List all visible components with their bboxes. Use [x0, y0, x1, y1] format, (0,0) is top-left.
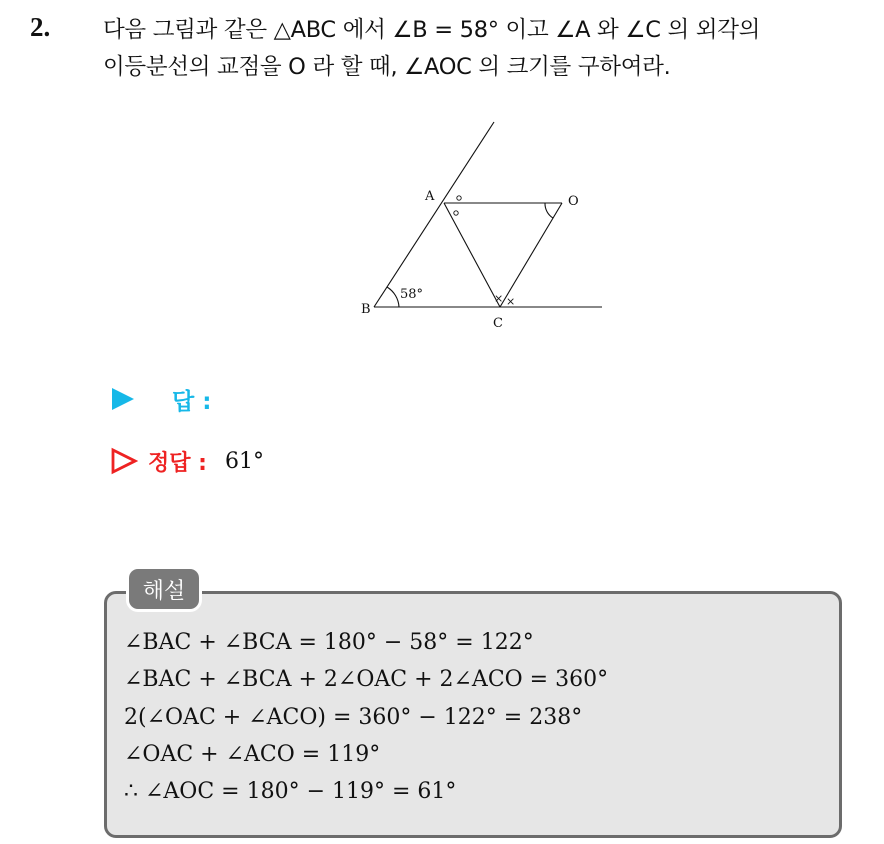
- question-number: 2.: [30, 12, 51, 42]
- segment-ac: [444, 203, 500, 307]
- correct-answer-label: 정답 :: [148, 450, 207, 476]
- explanation-line-2: ∠BAC + ∠BCA + 2∠OAC + 2∠ACO = 360°: [124, 667, 609, 693]
- answer-label: 답 :: [172, 388, 212, 415]
- correct-answer-value: 61°: [224, 448, 264, 474]
- line-ba-extended: [374, 122, 494, 307]
- explanation-line-1: ∠BAC + ∠BCA = 180° − 58° = 122°: [124, 630, 534, 655]
- explanation-tab: 해설: [129, 569, 199, 609]
- segment-co: [500, 203, 562, 307]
- answer-row: [110, 382, 423, 416]
- explanation-line-5: ∴ ∠AOC = 180° − 119° = 61°: [124, 779, 457, 805]
- answer-input[interactable]: [223, 385, 423, 413]
- angle-mark-a-inner: [454, 211, 458, 215]
- angle-arc-o: [545, 203, 553, 218]
- question-line-2: 이등분선의 교점을 O 라 할 때, ∠AOC 의 크기를 구하여라.: [103, 54, 671, 80]
- geometry-diagram: [355, 118, 610, 338]
- label-o: O: [568, 194, 579, 209]
- angle-b-value: 58°: [400, 287, 424, 302]
- angle-mark-c-inner: ×: [494, 292, 504, 305]
- angle-arc-b: [387, 287, 399, 307]
- angle-mark-c-outer: ×: [506, 295, 516, 308]
- correct-answer-row: [110, 444, 264, 478]
- triangle-figure: [355, 118, 610, 338]
- angle-mark-a-outer: [457, 196, 461, 200]
- explanation-line-4: ∠OAC + ∠ACO = 119°: [124, 741, 381, 767]
- label-b: B: [361, 302, 371, 317]
- explanation-line-3: 2(∠OAC + ∠ACO) = 360° − 122° = 238°: [124, 704, 583, 730]
- question-line-1: 다음 그림과 같은 △ABC 에서 ∠B = 58° 이고 ∠A 와 ∠C 의 외각의: [103, 17, 761, 43]
- label-a: A: [425, 189, 435, 204]
- question-text: [103, 12, 873, 86]
- explanation-content: [124, 624, 608, 810]
- play-outline-icon: [110, 447, 138, 475]
- label-c: C: [493, 316, 503, 331]
- play-icon: [110, 386, 136, 412]
